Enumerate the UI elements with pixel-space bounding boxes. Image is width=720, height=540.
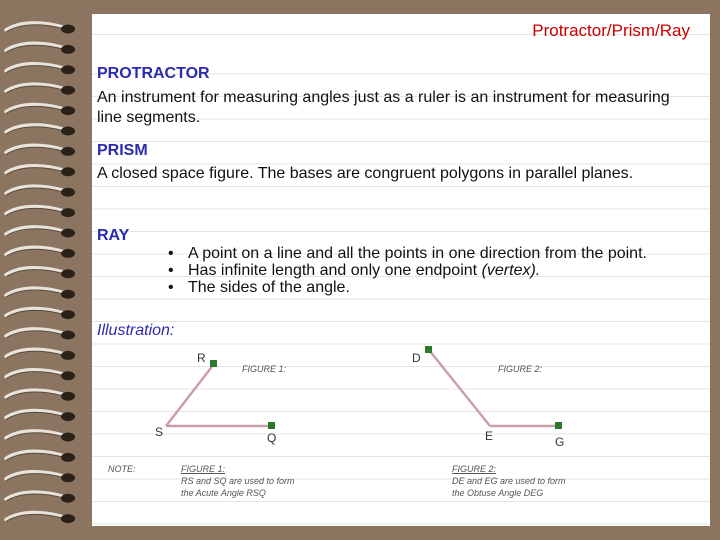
- term-ray: RAY: [97, 227, 130, 244]
- label-d: D: [412, 351, 421, 365]
- page-title: Protractor/Prism/Ray: [532, 21, 690, 40]
- label-q: Q: [267, 431, 277, 445]
- figure-1: [155, 351, 287, 445]
- point-q: [268, 422, 275, 429]
- label-r: R: [197, 351, 206, 365]
- figure-2: [412, 346, 564, 449]
- ray-bullet: • Has infinite length and only one endpoint (vertex).: [168, 262, 688, 279]
- note-figure-2: FIGURE 2: DE and EG are used to form the Obtuse Angle DEG: [452, 464, 566, 498]
- note-label: NOTE:: [108, 464, 136, 474]
- definition-protractor: An instrument for measuring angles just as a ruler is an instrument for measuring line segments.: [97, 89, 670, 126]
- ray-ed: [429, 350, 490, 426]
- term-protractor: PROTRACTOR: [97, 65, 210, 82]
- ray-bullet: • A point on a line and all the points in one direction from the point.: [168, 245, 688, 262]
- point-r: [210, 360, 217, 367]
- illustration-label: Illustration:: [97, 322, 175, 339]
- term-prism: PRISM: [97, 142, 148, 159]
- figure-1-caption: FIGURE 1:: [242, 364, 287, 374]
- definition-prism: A closed space figure. The bases are congruent polygons in parallel planes.: [97, 165, 634, 182]
- point-d: [425, 346, 432, 353]
- point-g: [555, 422, 562, 429]
- label-g: G: [555, 435, 565, 449]
- note-figure-1: FIGURE 1: RS and SQ are used to form the Acute Angle RSQ: [181, 464, 295, 498]
- figure-2-caption: FIGURE 2:: [498, 364, 543, 374]
- ray-sr: [166, 364, 214, 426]
- label-s: S: [155, 425, 164, 439]
- ray-bullet: • The sides of the angle.: [168, 279, 688, 296]
- label-e: E: [485, 429, 494, 443]
